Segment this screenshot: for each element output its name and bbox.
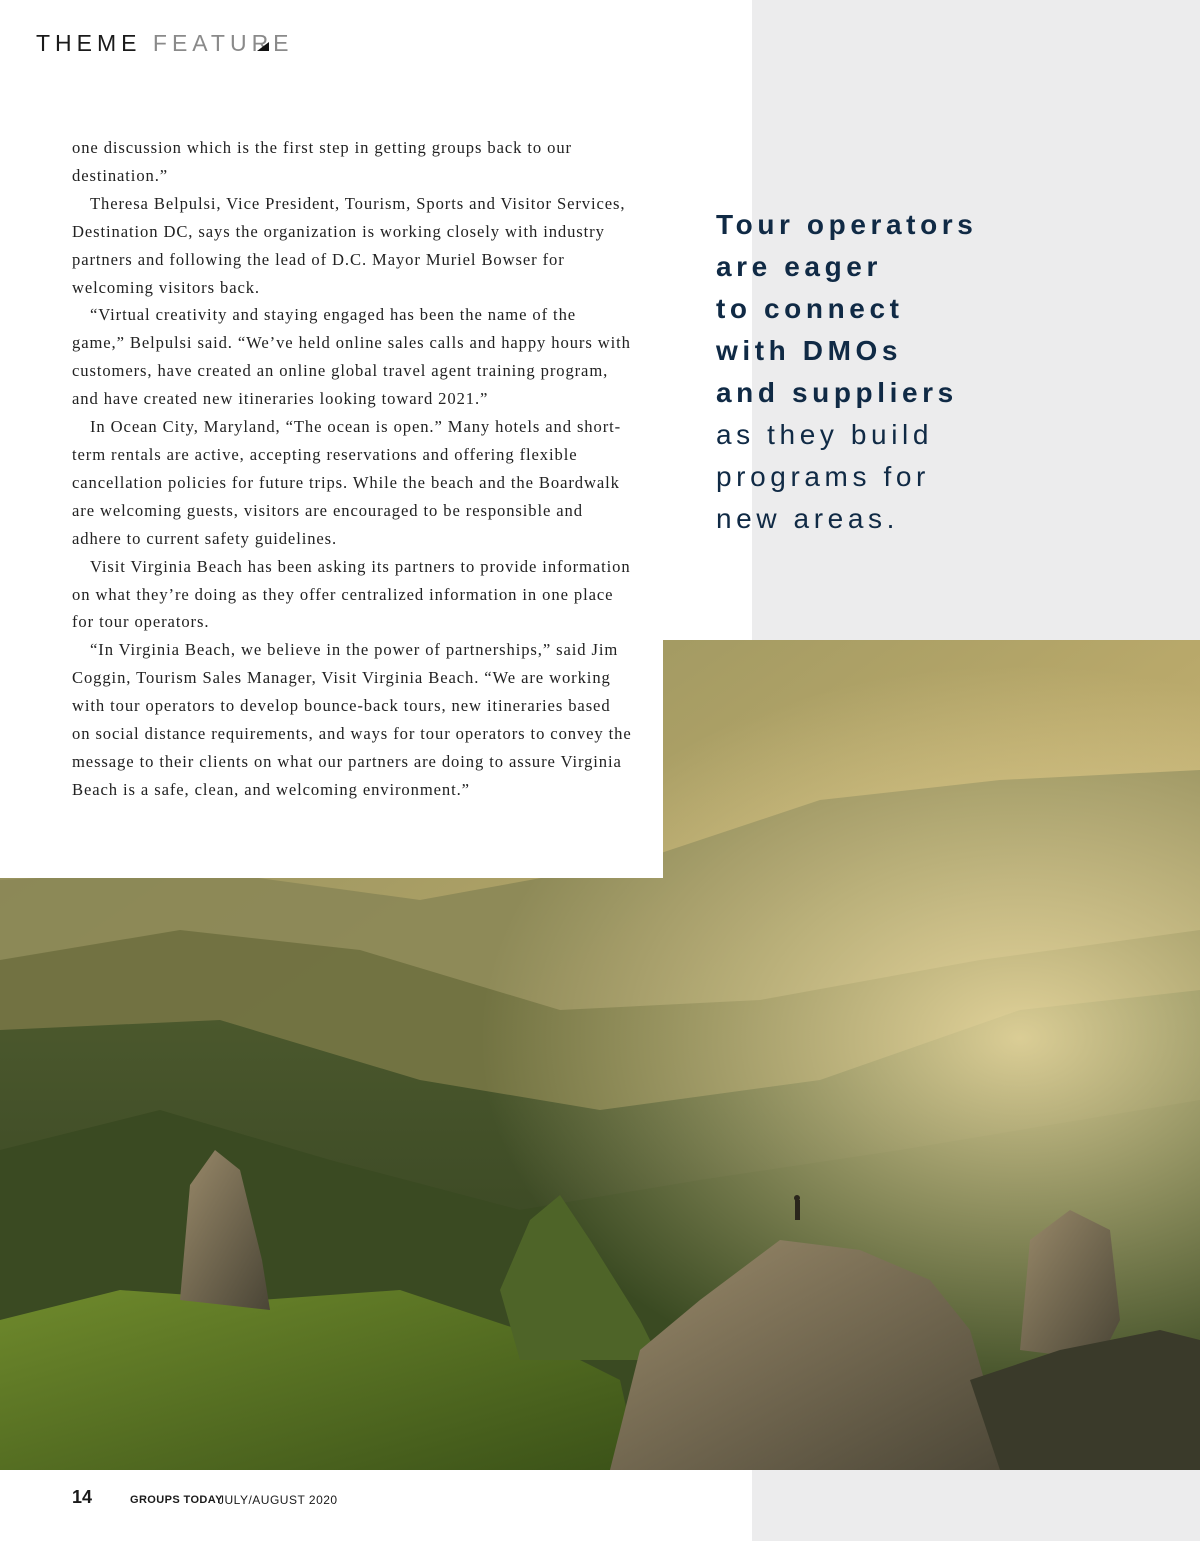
- pull-quote-line: programs for: [716, 461, 930, 492]
- pull-quote-line: and suppliers: [716, 377, 958, 408]
- pull-quote-line: are eager: [716, 251, 882, 282]
- issue-date: JULY/AUGUST 2020: [218, 1493, 338, 1507]
- pull-quote-line: to connect: [716, 293, 904, 324]
- pull-quote-line: as they build: [716, 419, 934, 450]
- page-number: 14: [72, 1487, 93, 1507]
- pull-quote-line: Tour operators: [716, 209, 978, 240]
- article-paragraph: Theresa Belpulsi, Vice President, Tourism, Sports and Visitor Services, Destination DC, says the organization is working closely with industry partners and following the lead of D.C. Mayor Muriel Bowser for welcoming visitors back.: [72, 193, 626, 297]
- header-feature: FEATURE: [152, 30, 294, 56]
- pull-quote: [716, 204, 1186, 540]
- section-header: [36, 30, 294, 57]
- pull-quote-line: with DMOs: [716, 335, 903, 366]
- header-theme: THEME: [36, 30, 142, 56]
- article-body: [72, 134, 632, 804]
- article-paragraph: In Ocean City, Maryland, “The ocean is open.” Many hotels and short-term rentals are active, accepting reservations and offering flexible cancellation policies for future trips. While the beach and the Boardwalk are welcoming guests, visitors are encouraged to be responsible and adhere to current safety guidelines.: [72, 417, 622, 548]
- magazine-name: GROUPS TODAY: [130, 1494, 223, 1506]
- article-paragraph: “In Virginia Beach, we believe in the power of partnerships,” said Jim Coggin, Tourism Sales Manager, Visit Virginia Beach. “We are working with tour operators to develop bounce-back tours, new itineraries based on social distance requirements, and ways for tour operators to convey the message to their clients on what our partners are doing to assure Virginia Beach is a safe, clean, and welcoming environment.”: [72, 640, 632, 799]
- article-paragraph: “Virtual creativity and staying engaged has been the name of the game,” Belpulsi said. “We’ve held online sales calls and happy hours with customers, have created an online global travel agent training program, and have created new itineraries looking toward 2021.”: [72, 305, 631, 409]
- article-paragraph: one discussion which is the first step in getting groups back to our destination.”: [72, 138, 572, 185]
- triangle-marker-icon: [257, 42, 269, 51]
- article-paragraph: Visit Virginia Beach has been asking its partners to provide information on what they’re doing as they offer centralized information in one place for tour operators.: [72, 556, 631, 632]
- pull-quote-line: new areas.: [716, 503, 899, 534]
